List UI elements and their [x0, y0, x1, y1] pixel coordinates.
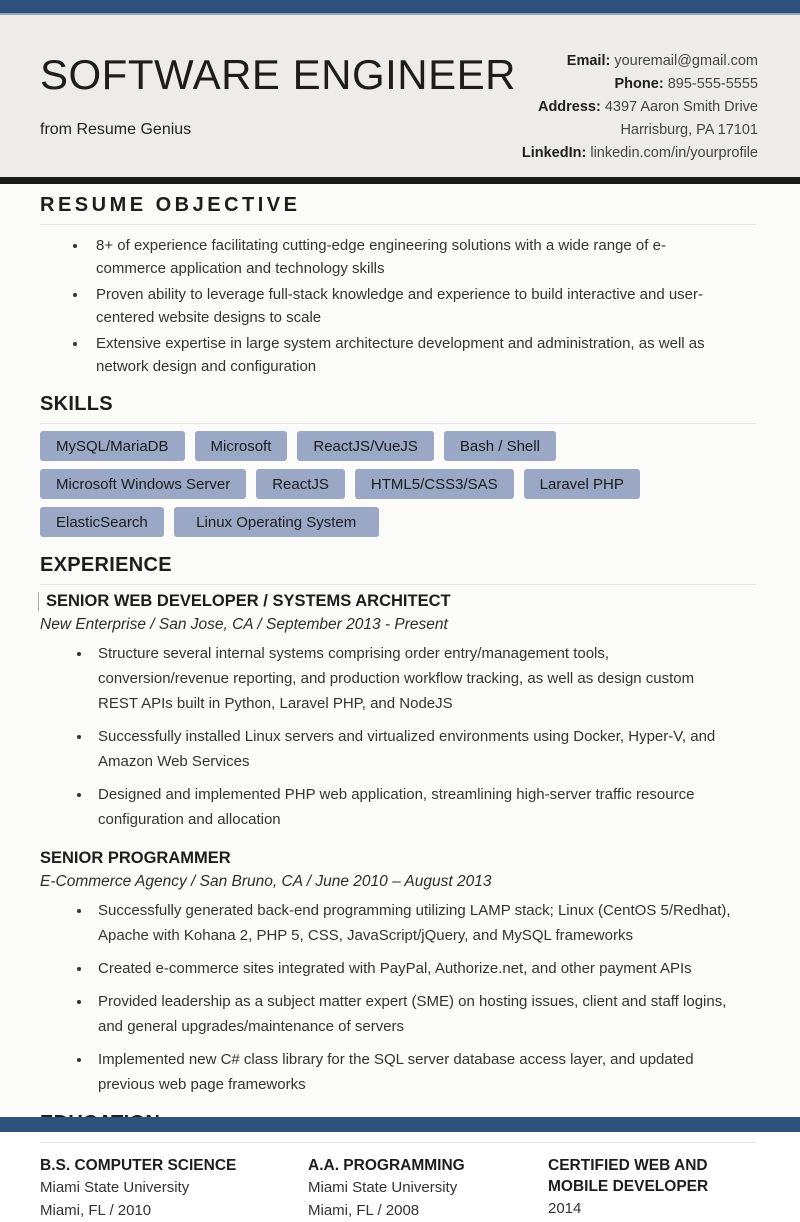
education-entries: [40, 1155, 756, 1222]
education-entry: [548, 1155, 756, 1222]
job-bullet: • Successfully installed Linux servers and virtualized environments using Docker, Hyper-V, and Amazon Web Services: [92, 724, 732, 774]
experience-section-head: [40, 554, 756, 585]
email-label: Email:: [566, 53, 611, 69]
job-bullet: • Created e-commerce sites integrated with PayPal, Authorize.net, and other payment APIs: [92, 956, 732, 981]
address-label: Address:: [537, 99, 601, 115]
experience-section: [40, 554, 756, 1097]
skills-section: [40, 393, 756, 537]
skill-tag: Laravel PHP: [524, 469, 640, 499]
linkedin-value[interactable]: linkedin.com/in/yourprofile: [590, 145, 758, 161]
phone-value: 895-555-5555: [667, 76, 758, 92]
skill-tag: ElasticSearch: [40, 507, 164, 537]
contact-info: [522, 50, 758, 177]
skills-section-head: [40, 393, 756, 424]
education-entry: [308, 1155, 548, 1222]
address-line1: 4397 Aaron Smith Drive: [604, 99, 758, 115]
skill-tag: Linux Operating System: [174, 507, 379, 537]
school-location-year: Miami, FL / 2008: [308, 1202, 420, 1219]
objective-section-head: [40, 194, 756, 225]
school-name: Miami State University: [308, 1179, 458, 1196]
top-accent-bar: [0, 0, 800, 15]
skill-tag: HTML5/CSS3/SAS: [355, 469, 514, 499]
contact-address-row: [522, 96, 758, 119]
degree-title: CERTIFIED WEB AND MOBILE DEVELOPER: [548, 1157, 709, 1195]
skill-tag: ReactJS: [256, 469, 345, 499]
job-meta: New Enterprise / San Jose, CA / September 2013 - Present: [40, 616, 448, 633]
address-line2: Harrisburg, PA 17101: [620, 122, 758, 138]
degree-title: B.S. COMPUTER SCIENCE: [40, 1157, 237, 1174]
page-subtitle: from Resume Genius: [40, 121, 192, 139]
job-title: SENIOR WEB DEVELOPER / SYSTEMS ARCHITECT: [38, 592, 756, 611]
objective-heading: RESUME OBJECTIVE: [40, 194, 301, 216]
page-title: SOFTWARE ENGINEER: [40, 51, 516, 98]
job-entry: [40, 849, 756, 1097]
objective-section: [40, 194, 756, 378]
education-entry: [40, 1155, 308, 1222]
skill-tag: MySQL/MariaDB: [40, 431, 185, 461]
contact-phone-row: [522, 73, 758, 96]
email-value[interactable]: youremail@gmail.com: [614, 53, 758, 69]
certification-year: 2014: [548, 1200, 582, 1217]
experience-heading: EXPERIENCE: [40, 554, 172, 576]
objective-bullet: • Extensive expertise in large system architecture development and administration, as well as network design and configuration: [88, 332, 728, 378]
objective-bullet: • Proven ability to leverage full-stack knowledge and experience to build interactive and user-centered website designs to scale: [88, 283, 728, 329]
skill-tag: Bash / Shell: [444, 431, 556, 461]
job-bullet: • Designed and implemented PHP web application, streamlining high-server traffic resource configuration and allocation: [92, 782, 732, 832]
job-bullet: • Successfully generated back-end programming utilizing LAMP stack; Linux (CentOS 5/Redhat), Apache with Kohana 2, PHP 5, CSS, JavaScript/jQuery, and MySQL frameworks: [92, 898, 732, 948]
skill-tag: Microsoft Windows Server: [40, 469, 246, 499]
contact-address-row2: [522, 119, 758, 142]
skills-heading: SKILLS: [40, 393, 113, 415]
school-name: Miami State University: [40, 1179, 190, 1196]
school-location-year: Miami, FL / 2010: [40, 1202, 152, 1219]
title-block: [40, 53, 516, 177]
degree-title: A.A. PROGRAMMING: [308, 1157, 465, 1174]
objective-list: [40, 234, 756, 378]
job-bullet-list: [40, 641, 756, 832]
job-entry: [40, 592, 756, 832]
skill-tag: Microsoft: [195, 431, 288, 461]
resume-header: [0, 15, 800, 184]
linkedin-label: LinkedIn:: [521, 145, 587, 161]
job-bullet: • Implemented new C# class library for the SQL server database access layer, and updated previous web page frameworks: [92, 1047, 732, 1097]
resume-body: [0, 184, 800, 1222]
job-bullet: • Provided leadership as a subject matter expert (SME) on hosting issues, client and staff logins, and general upgrades/maintenance of servers: [92, 989, 732, 1039]
bottom-accent-bar: [0, 1117, 800, 1132]
contact-email-row: [522, 50, 758, 73]
contact-linkedin-row: [522, 142, 758, 165]
job-bullet: • Structure several internal systems comprising order entry/management tools, conversion/revenue reporting, and production workflow tracking, as well as design custom REST APIs built in Python, Laravel PHP, and NodeJS: [92, 641, 732, 716]
skill-tag: ReactJS/VueJS: [297, 431, 434, 461]
job-bullet-list: [40, 898, 756, 1097]
skills-tags: [40, 431, 756, 537]
job-meta: E-Commerce Agency / San Bruno, CA / June 2010 – August 2013: [40, 873, 492, 890]
objective-bullet: • 8+ of experience facilitating cutting-edge engineering solutions with a wide range of e-commerce application and technology skills: [88, 234, 728, 280]
phone-label: Phone:: [614, 76, 664, 92]
job-title: SENIOR PROGRAMMER: [40, 849, 231, 867]
